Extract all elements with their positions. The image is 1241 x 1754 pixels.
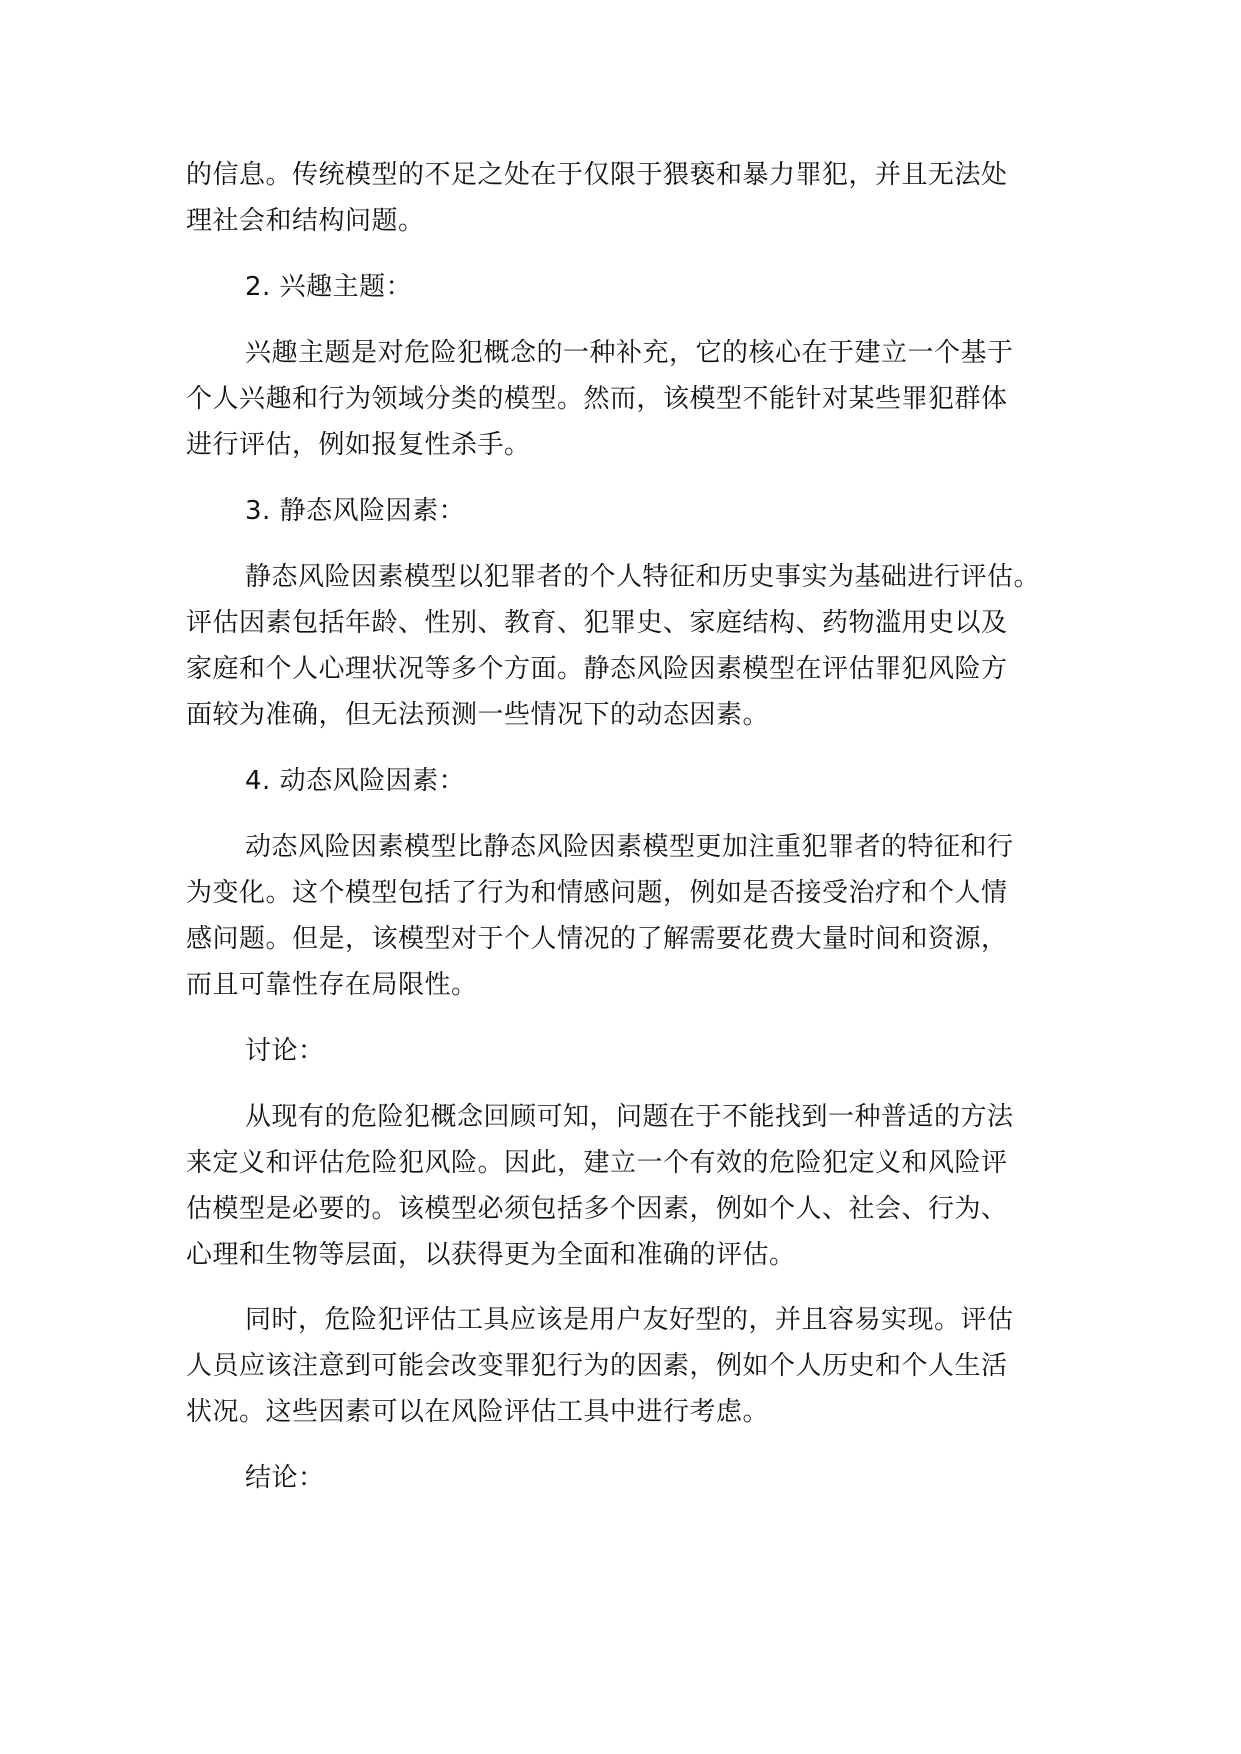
text-line: 动态风险因素模型比静态风险因素模型更加注重犯罪者的特征和行 xyxy=(245,832,1014,862)
text-line: 评估因素包括年龄、性别、教育、犯罪史、家庭结构、药物滥用史以及 xyxy=(186,608,1008,638)
text-line: 状况。这些因素可以在风险评估工具中进行考虑。 xyxy=(186,1397,770,1427)
text-line: 同时，危险犯评估工具应该是用户友好型的，并且容易实现。评估 xyxy=(245,1305,1014,1335)
section-heading: 3. 静态风险因素： xyxy=(245,496,466,526)
text-line: 理社会和结构问题。 xyxy=(186,206,425,236)
text-line: 个人兴趣和行为领域分类的模型。然而，该模型不能针对某些罪犯群体 xyxy=(186,384,1008,414)
text-line: 感问题。但是，该模型对于个人情况的了解需要花费大量时间和资源， xyxy=(186,924,1008,954)
text-line: 静态风险因素模型以犯罪者的个人特征和历史事实为基础进行评估。 xyxy=(245,562,1041,592)
text-line: 心理和生物等层面，以获得更为全面和准确的评估。 xyxy=(186,1240,796,1270)
text-line: 面较为准确，但无法预测一些情况下的动态因素。 xyxy=(186,700,770,730)
text-line: 人员应该注意到可能会改变罪犯行为的因素，例如个人历史和个人生活 xyxy=(186,1351,1008,1381)
text-line: 家庭和个人心理状况等多个方面。静态风险因素模型在评估罪犯风险方 xyxy=(186,654,1008,684)
text-line: 来定义和评估危险犯风险。因此，建立一个有效的危险犯定义和风险评 xyxy=(186,1148,1008,1178)
section-heading: 结论： xyxy=(245,1463,325,1493)
section-heading: 2. 兴趣主题： xyxy=(245,272,413,302)
section-heading: 讨论： xyxy=(245,1036,325,1066)
section-heading: 4. 动态风险因素： xyxy=(245,766,466,796)
text-line: 估模型是必要的。该模型必须包括多个因素，例如个人、社会、行为、 xyxy=(186,1194,1008,1224)
text-line: 从现有的危险犯概念回顾可知，问题在于不能找到一种普适的方法 xyxy=(245,1102,1014,1132)
text-line: 的信息。传统模型的不足之处在于仅限于猥亵和暴力罪犯，并且无法处 xyxy=(186,160,1008,190)
text-line: 为变化。这个模型包括了行为和情感问题，例如是否接受治疗和个人情 xyxy=(186,878,1008,908)
text-line: 兴趣主题是对危险犯概念的一种补充，它的核心在于建立一个基于 xyxy=(245,338,1014,368)
text-line: 而且可靠性存在局限性。 xyxy=(186,970,478,1000)
text-line: 进行评估，例如报复性杀手。 xyxy=(186,430,531,460)
